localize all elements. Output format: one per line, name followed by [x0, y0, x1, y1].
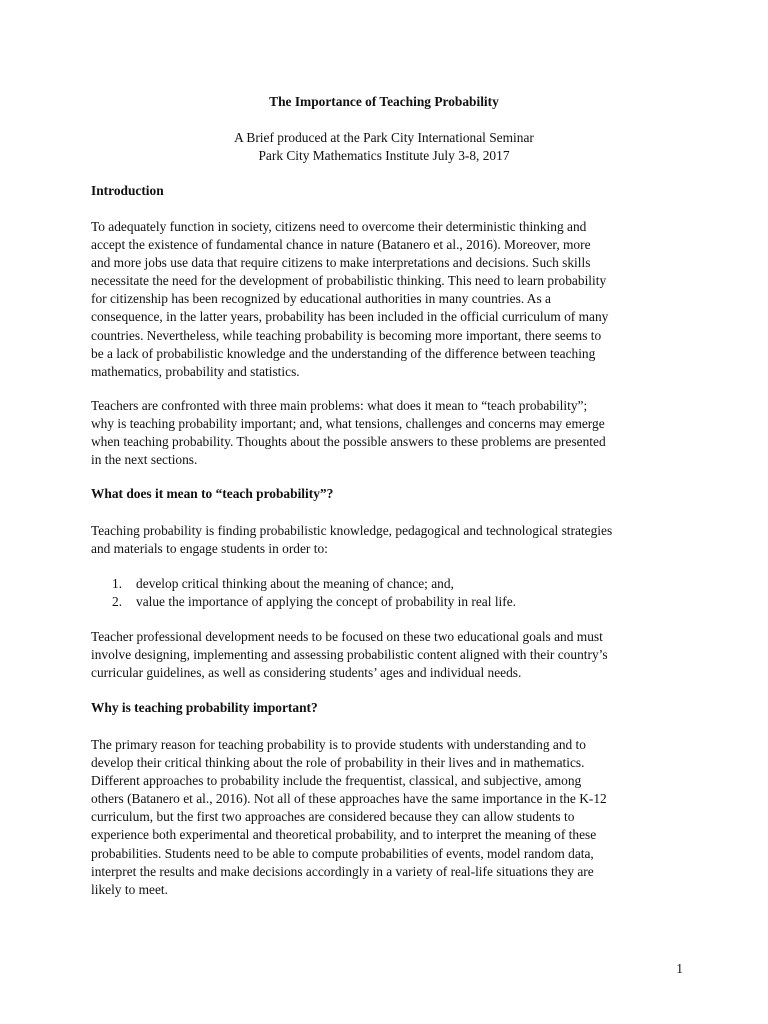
text-line: be a lack of probabilistic knowledge and the understanding of the difference between teaching — [91, 345, 596, 361]
text-line: curriculum, but the first two approaches are considered because they can allow students to — [91, 809, 575, 825]
page-number: 1 — [676, 961, 683, 976]
text-line: Teachers are confronted with three main problems: what does it mean to “teach probability”; — [91, 398, 588, 413]
text-line: when teaching probability. Thoughts about the possible answers to these problems are presented — [91, 434, 606, 450]
text-line: probabilities. Students need to be able to compute probabilities of events, model random data, — [91, 845, 594, 861]
intro-heading: Introduction — [91, 183, 164, 198]
text-line: in the next sections. — [91, 452, 198, 468]
text-line: necessitate the need for the development of probabilistic thinking. This need to learn probability — [91, 273, 607, 289]
list-text: value the importance of applying the concept of probability in real life. — [136, 594, 517, 610]
goals-list — [112, 575, 516, 611]
list-number: 1. — [112, 576, 123, 591]
text-line: Teacher professional development needs to be focused on these two educational goals and must — [91, 629, 603, 644]
text-line: Teaching probability is finding probabilistic knowledge, pedagogical and technological strategies — [91, 523, 613, 538]
text-line: and materials to engage students in order to: — [91, 541, 328, 557]
text-line: mathematics, probability and statistics. — [91, 363, 300, 379]
text-line: accept the existence of fundamental chance in nature (Batanero et al., 2016). Moreover, more — [91, 237, 591, 253]
text-line: Different approaches to probability include the frequentist, classical, and subjective, among — [91, 773, 582, 789]
list-item — [112, 575, 516, 593]
section-heading-teach: What does it mean to “teach probability”? — [91, 486, 334, 501]
text-line: likely to meet. — [91, 881, 168, 897]
intro-paragraph-1 — [91, 218, 691, 381]
text-line: experience both experimental and theoretical probability, and to interpret the meaning of these — [91, 827, 597, 843]
text-line: To adequately function in society, citizens need to overcome their deterministic thinking and — [91, 219, 587, 234]
subtitle-line-2: Park City Mathematics Institute July 3-8, 2017 — [258, 148, 510, 163]
text-line: consequence, in the latter years, probability has been included in the official curriculum of many — [91, 309, 609, 325]
text-line: and more jobs use data that require citizens to make interpretations and decisions. Such skills — [91, 255, 591, 271]
text-line: involve designing, implementing and assessing probabilistic content aligned with their country’s — [91, 647, 608, 663]
importance-paragraph-1 — [91, 736, 691, 899]
text-line: others (Batanero et al., 2016). Not all of these approaches have the same importance in the K-12 — [91, 791, 607, 807]
teach-paragraph-1 — [91, 522, 691, 558]
document-title: The Importance of Teaching Probability — [269, 94, 499, 109]
list-text: develop critical thinking about the meaning of chance; and, — [136, 576, 454, 591]
text-line: The primary reason for teaching probability is to provide students with understanding and to — [91, 737, 586, 752]
text-line: interpret the results and make decisions accordingly in a variety of real-life situations they are — [91, 863, 594, 879]
section-heading-importance: Why is teaching probability important? — [91, 700, 318, 715]
subtitle-line-1: A Brief produced at the Park City International Seminar — [234, 130, 534, 145]
text-line: develop their critical thinking about the role of probability in their lives and in mathematics. — [91, 755, 585, 771]
list-number: 2. — [112, 594, 123, 610]
text-line: curricular guidelines, as well as considering students’ ages and individual needs. — [91, 665, 522, 681]
text-line: why is teaching probability important; and, what tensions, challenges and concerns may emerge — [91, 416, 605, 432]
list-item — [112, 593, 516, 611]
teach-paragraph-2 — [91, 628, 691, 682]
intro-paragraph-2 — [91, 397, 691, 469]
text-line: countries. Nevertheless, while teaching probability is becoming more important, there seems to — [91, 327, 602, 343]
text-line: for citizenship has been recognized by educational authorities in many countries. As a — [91, 291, 551, 307]
